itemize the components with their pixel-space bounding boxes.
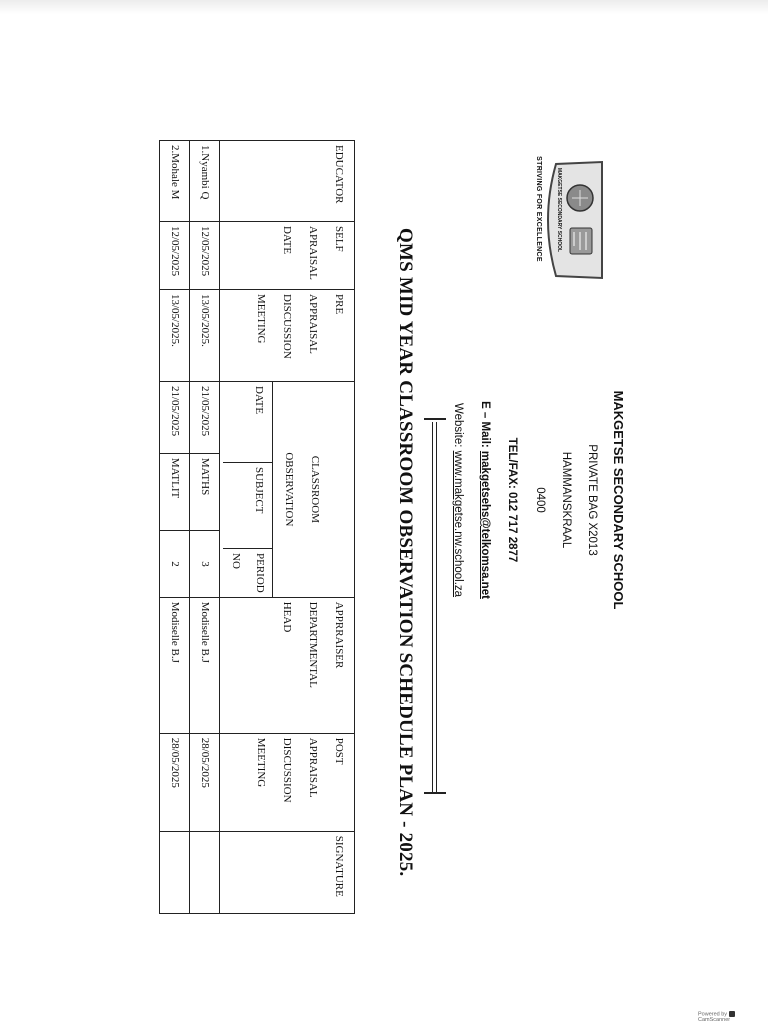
header-self-appraisal	[220, 222, 355, 290]
header-period	[223, 549, 272, 597]
powered-by-label: Powered by	[698, 1011, 728, 1018]
header-post-line: POST	[333, 737, 345, 765]
camscanner-icon	[729, 1011, 735, 1017]
divider-end-right	[424, 792, 446, 794]
header-post-line: MEETING	[255, 737, 267, 788]
cell-period: 3	[190, 531, 220, 597]
header-appraiser-line: HEAD	[281, 601, 293, 633]
header-appraiser-line: DEPARTMENTAL	[307, 601, 319, 688]
observation-schedule-table	[159, 140, 355, 914]
header-appraiser	[220, 597, 355, 733]
header-post-line: DISCUSSION	[281, 737, 293, 803]
cell-educator: 2.Mohale M	[160, 141, 190, 222]
website-link[interactable]: www.makgetse.nw.school.za	[452, 450, 464, 598]
header-period-line: PERIOD	[254, 553, 266, 593]
document-title: QMS MID YEAR CLASSROOM OBSERVATION SCHEDULE PLAN - 2025.	[395, 228, 416, 877]
header-self-line: SELF	[333, 226, 345, 252]
header-appraiser-line: APPRRAISER	[333, 601, 345, 669]
cell-subject: MATHS	[190, 453, 220, 530]
header-period-line: NO	[230, 553, 242, 569]
cell-self-date: 12/05/2025	[190, 222, 220, 290]
address-line1: PRIVATE BAG X2013	[586, 444, 598, 556]
postal-code: 0400	[534, 487, 546, 513]
tel-fax: TEL/FAX: 012 717 2877	[506, 437, 518, 563]
header-obs-date: DATE	[223, 382, 272, 463]
scanner-name: CamScanner	[698, 1017, 731, 1024]
cell-period: 2	[160, 531, 190, 597]
header-self-line: APRAISAL	[307, 226, 319, 280]
cell-pre-meeting: 13/05/2025.	[190, 290, 220, 382]
header-pre-line: MEETING	[255, 294, 267, 344]
cell-subject: MATLIT	[160, 453, 190, 530]
divider-line	[432, 422, 433, 792]
divider-line	[436, 422, 437, 792]
header-post-appraisal	[220, 733, 355, 831]
header-pre-line: DISCUSSION	[281, 294, 293, 359]
cell-obs-date: 21/05/2025	[190, 382, 220, 454]
email-label: E – Mail:	[479, 401, 491, 451]
header-classroom-line: OBSERVATION	[283, 452, 295, 527]
cell-signature	[190, 831, 220, 913]
email-line	[479, 150, 491, 850]
header-educator	[220, 141, 355, 222]
cell-signature	[160, 831, 190, 913]
logo-school-name: MAKGETSE SECONDARY SCHOOL	[556, 167, 562, 253]
header-signature-label: SIGNATURE	[333, 835, 345, 897]
header-subject: SUBJECT	[223, 463, 272, 549]
table-header-row	[220, 141, 355, 914]
divider-end-left	[424, 418, 446, 420]
website-line	[452, 150, 464, 850]
cell-obs-date: 21/05/2025	[160, 382, 190, 454]
table-row	[160, 141, 190, 914]
header-classroom-line: CLASSROOM	[309, 455, 321, 523]
header-self-line: DATE	[281, 226, 293, 255]
cell-appraiser: Modiselle B.J	[190, 597, 220, 733]
table-row	[190, 141, 220, 914]
cell-post-meeting: 28/05/2025	[160, 733, 190, 831]
scanner-footer	[698, 1011, 768, 1023]
website-label: Website:	[452, 402, 464, 451]
cell-post-meeting: 28/05/2025	[190, 733, 220, 831]
header-pre-appraisal	[220, 290, 355, 382]
header-educator-label: EDUCATOR	[333, 145, 345, 204]
cell-educator: 1.Nyambi Q	[190, 141, 220, 222]
header-pre-line: PRE	[333, 294, 345, 315]
header-pre-line: APPRAISAL	[307, 294, 319, 354]
address-line2: HAMMANSKRAAL	[560, 451, 572, 549]
email-link[interactable]: makgetsehs@telkomsa.net	[479, 450, 491, 599]
logo-motto: STRIVING FOR EXCELLENCE	[535, 156, 542, 262]
header-post-line: APPRAISAL	[307, 737, 319, 798]
header-signature	[220, 831, 355, 913]
cell-self-date: 12/05/2025	[160, 222, 190, 290]
header-classroom-observation	[220, 382, 355, 598]
cell-pre-meeting: 13/05/2025.	[160, 290, 190, 382]
cell-appraiser: Modiselle B.J	[160, 597, 190, 733]
school-name: MAKGETSE SECONDARY SCHOOL	[611, 390, 626, 610]
